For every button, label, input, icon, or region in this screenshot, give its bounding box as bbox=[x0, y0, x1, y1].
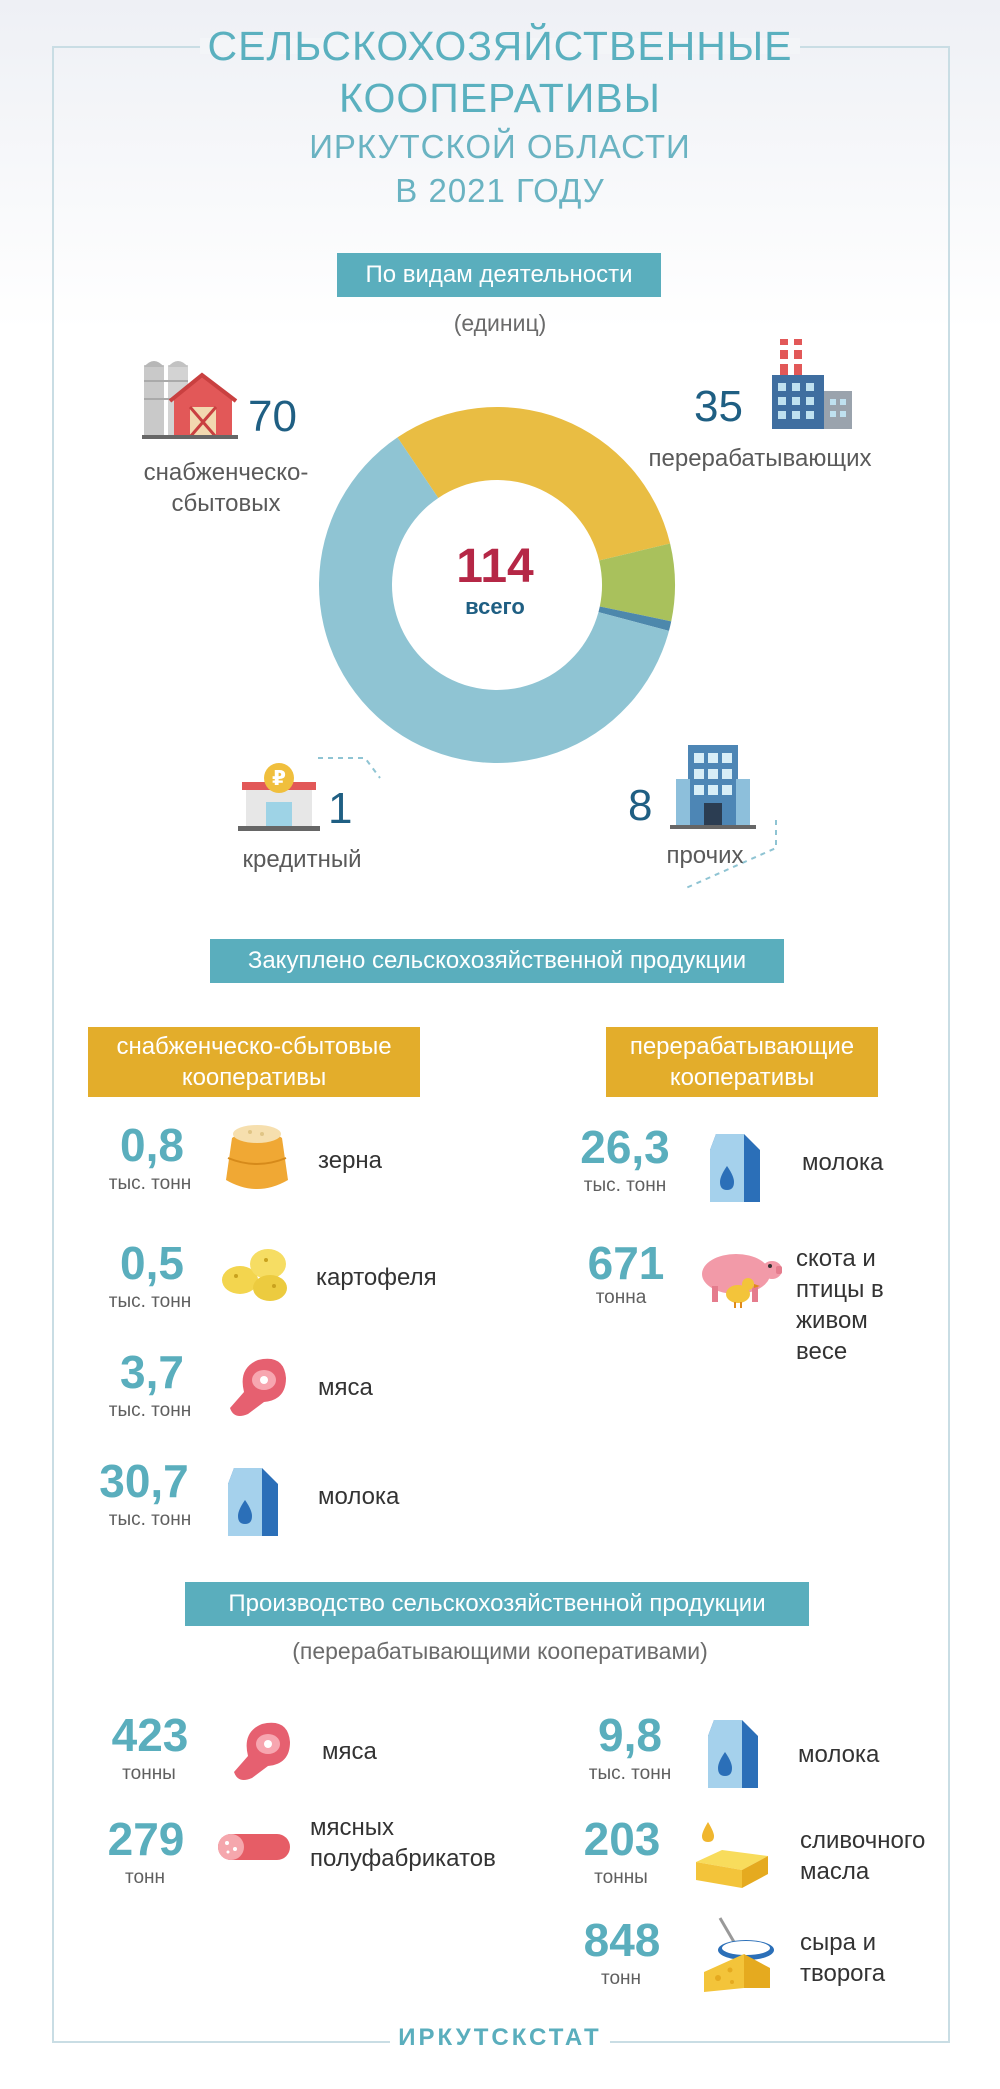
milk-carton-icon bbox=[224, 1460, 282, 1540]
processing-coops-banner bbox=[606, 1027, 878, 1097]
section-produced-subtitle: (перерабатывающими кооперативами) bbox=[292, 1638, 708, 1664]
produced-meat-value: 423 bbox=[111, 1709, 189, 1761]
butter-label-line2: масла bbox=[800, 1858, 870, 1885]
produced-meat-unit: тонны bbox=[122, 1763, 176, 1784]
section-purchased-banner: Закуплено сельскохозяйственной продукции bbox=[210, 939, 784, 983]
potato-icon bbox=[218, 1240, 292, 1304]
section-produced-banner: Производство сельскохозяйственной продукции bbox=[185, 1582, 809, 1626]
butter-icon bbox=[692, 1820, 772, 1890]
credit-label: кредитный bbox=[242, 846, 362, 873]
grain-sack-icon bbox=[222, 1118, 292, 1192]
supply-coops-banner-line2: кооперативы bbox=[181, 1064, 327, 1091]
page-title bbox=[0, 20, 1000, 124]
milk-carton-icon bbox=[704, 1712, 762, 1792]
purchased-milk-supply-value: 30,7 bbox=[99, 1455, 189, 1507]
processing-coops-banner-line2: кооперативы bbox=[669, 1064, 815, 1091]
supply-coops-banner bbox=[88, 1027, 420, 1097]
produced-semifinished-label bbox=[310, 1812, 496, 1874]
milk-carton-icon bbox=[706, 1126, 764, 1206]
donut-center bbox=[395, 540, 595, 620]
section-activity-banner: По видам деятельности bbox=[337, 253, 661, 297]
title-line-3: ИРКУТСКОЙ ОБЛАСТИ bbox=[309, 128, 691, 165]
processing-label: перерабатывающих bbox=[648, 445, 872, 472]
produced-butter-unit: тонны bbox=[594, 1867, 648, 1888]
semifinished-label-line2: полуфабрикатов bbox=[310, 1845, 496, 1872]
livestock-label-line1: скота и bbox=[796, 1245, 876, 1272]
donut-total-label: всего bbox=[465, 594, 525, 619]
produced-semifinished-value: 279 bbox=[107, 1813, 185, 1865]
supply-coops-banner-line1: снабженческо-сбытовые bbox=[116, 1033, 392, 1060]
livestock-label-line3: живом bbox=[796, 1307, 868, 1334]
produced-semifinished-unit: тонн bbox=[124, 1867, 166, 1888]
leader-line-supply bbox=[318, 758, 380, 778]
donut-total-value: 114 bbox=[456, 540, 534, 593]
produced-cheese-label bbox=[800, 1927, 885, 1989]
livestock-label-line4: весе bbox=[796, 1338, 848, 1365]
produced-milk-label: молока bbox=[798, 1741, 880, 1768]
factory-icon bbox=[766, 335, 856, 431]
svg-text:₽: ₽ bbox=[272, 766, 286, 790]
purchased-milk-processing-value: 26,3 bbox=[580, 1121, 670, 1173]
processing-value: 35 bbox=[694, 382, 743, 431]
purchased-grain-unit: тыс. тонн bbox=[108, 1173, 192, 1194]
cheese-label-line2: творога bbox=[800, 1960, 886, 1987]
purchased-livestock-unit: тонна bbox=[595, 1287, 647, 1308]
produced-cheese-unit: тонн bbox=[600, 1968, 642, 1989]
cheese-label-line1: сыра и bbox=[800, 1929, 877, 1956]
produced-butter-value: 203 bbox=[583, 1813, 661, 1865]
office-building-icon bbox=[670, 745, 756, 829]
purchased-potato-unit: тыс. тонн bbox=[108, 1291, 192, 1312]
produced-meat-label: мяса bbox=[322, 1738, 377, 1765]
butter-label-line1: сливочного bbox=[800, 1827, 926, 1854]
purchased-milk-supply-unit: тыс. тонн bbox=[108, 1509, 192, 1530]
purchased-meat-label: мяса bbox=[318, 1374, 373, 1401]
purchased-meat-unit: тыс. тонн bbox=[108, 1400, 192, 1421]
produced-milk-unit: тыс. тонн bbox=[588, 1763, 672, 1784]
purchased-livestock-label bbox=[796, 1243, 884, 1367]
purchased-grain-value: 0,8 bbox=[120, 1119, 184, 1171]
purchased-milk-processing-label: молока bbox=[802, 1149, 884, 1176]
supply-label-line2: сбытовых bbox=[171, 490, 281, 517]
produced-butter-label bbox=[800, 1825, 925, 1887]
meat-icon bbox=[224, 1354, 290, 1418]
footer-brand: ИРКУТСКСТАТ bbox=[398, 2024, 602, 2051]
title-line-1: СЕЛЬСКОХОЗЯЙСТВЕННЫЕ bbox=[207, 23, 793, 69]
meat-icon bbox=[228, 1718, 294, 1782]
processing-coops-banner-line1: перерабатывающие bbox=[629, 1033, 855, 1060]
purchased-milk-processing-unit: тыс. тонн bbox=[583, 1175, 667, 1196]
title-line-4: В 2021 ГОДУ bbox=[395, 172, 605, 209]
purchased-milk-supply-label: молока bbox=[318, 1483, 400, 1510]
purchased-grain-label: зерна bbox=[318, 1147, 383, 1174]
produced-milk-value: 9,8 bbox=[598, 1709, 662, 1761]
bank-ruble-icon bbox=[238, 762, 320, 832]
cheese-icon bbox=[700, 1916, 778, 1996]
purchased-potato-label: картофеля bbox=[316, 1264, 437, 1291]
slice-processing bbox=[397, 407, 670, 561]
sausage-icon bbox=[214, 1830, 294, 1864]
section-activity-unit: (единиц) bbox=[453, 310, 547, 336]
page-subtitle bbox=[0, 125, 1000, 213]
produced-cheese-value: 848 bbox=[583, 1914, 661, 1966]
supply-value: 70 bbox=[248, 392, 297, 441]
farm-silo-icon bbox=[142, 355, 238, 440]
livestock-label-line2: птицы в bbox=[796, 1276, 884, 1303]
semifinished-label-line1: мясных bbox=[310, 1814, 394, 1841]
credit-value: 1 bbox=[328, 784, 353, 833]
purchased-potato-value: 0,5 bbox=[120, 1237, 184, 1289]
pig-chicken-icon bbox=[692, 1246, 784, 1310]
title-line-2: КООПЕРАТИВЫ bbox=[339, 75, 661, 121]
other-value: 8 bbox=[628, 781, 653, 830]
supply-label bbox=[116, 457, 336, 519]
purchased-livestock-value: 671 bbox=[587, 1237, 665, 1289]
supply-label-line1: снабженческо- bbox=[143, 459, 309, 486]
other-label: прочих bbox=[666, 842, 744, 869]
purchased-meat-value: 3,7 bbox=[120, 1346, 184, 1398]
